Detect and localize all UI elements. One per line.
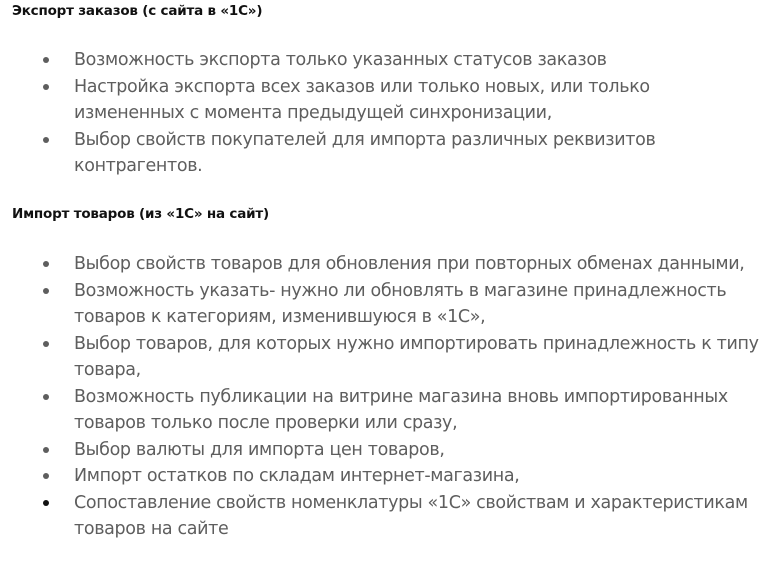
list-item	[0, 490, 773, 543]
import-products-list	[0, 251, 773, 543]
export-orders-list	[0, 47, 773, 180]
bullet-icon	[43, 500, 49, 506]
bullet-icon	[43, 473, 49, 479]
list-item-text: Импорт остатков по складам интернет-магазина,	[74, 466, 520, 486]
list-item-text: Возможность указать- нужно ли обновлять в магазине принадлежность товаров к категориям, изменившуюся в «1С»,	[74, 280, 727, 327]
list-item	[0, 331, 773, 384]
export-orders-heading: Экспорт заказов (с сайта в «1С»)	[12, 3, 263, 19]
bullet-icon	[43, 394, 49, 400]
bullet-icon	[43, 341, 49, 347]
bullet-icon	[43, 288, 49, 294]
list-item	[0, 47, 773, 74]
list-item-text: Сопоставление свойств номенклатуры «1С» свойствам и характеристикам товаров на сайте	[74, 492, 748, 539]
list-item-text: Выбор валюты для импорта цен товаров,	[74, 439, 445, 460]
import-products-heading: Импорт товаров (из «1С» на сайт)	[12, 206, 269, 222]
list-item-text: Возможность экспорта только указанных статусов заказов	[74, 50, 607, 70]
list-item-text: Выбор свойств товаров для обновления при повторных обменах данными,	[74, 254, 745, 274]
bullet-icon	[43, 447, 49, 453]
bullet-icon	[43, 57, 49, 63]
list-item	[0, 127, 773, 180]
bullet-icon	[43, 137, 49, 143]
list-item-text: Настройка экспорта всех заказов или только новых, или только измененных с момента предыдущей синхронизации,	[74, 76, 650, 123]
list-item	[0, 251, 773, 278]
list-item	[0, 463, 773, 490]
bullet-icon	[43, 84, 49, 90]
list-item-text: Выбор товаров, для которых нужно импортировать принадлежность к типу товара,	[74, 333, 759, 380]
list-item-text: Выбор свойств покупателей для импорта различных реквизитов контрагентов.	[74, 129, 656, 176]
list-item	[0, 74, 773, 127]
list-item	[0, 437, 773, 464]
list-item-text: Возможность публикации на витрине магазина вновь импортированных товаров только после проверки или сразу,	[74, 386, 728, 433]
list-item	[0, 384, 773, 437]
list-item	[0, 278, 773, 331]
bullet-icon	[43, 261, 49, 267]
